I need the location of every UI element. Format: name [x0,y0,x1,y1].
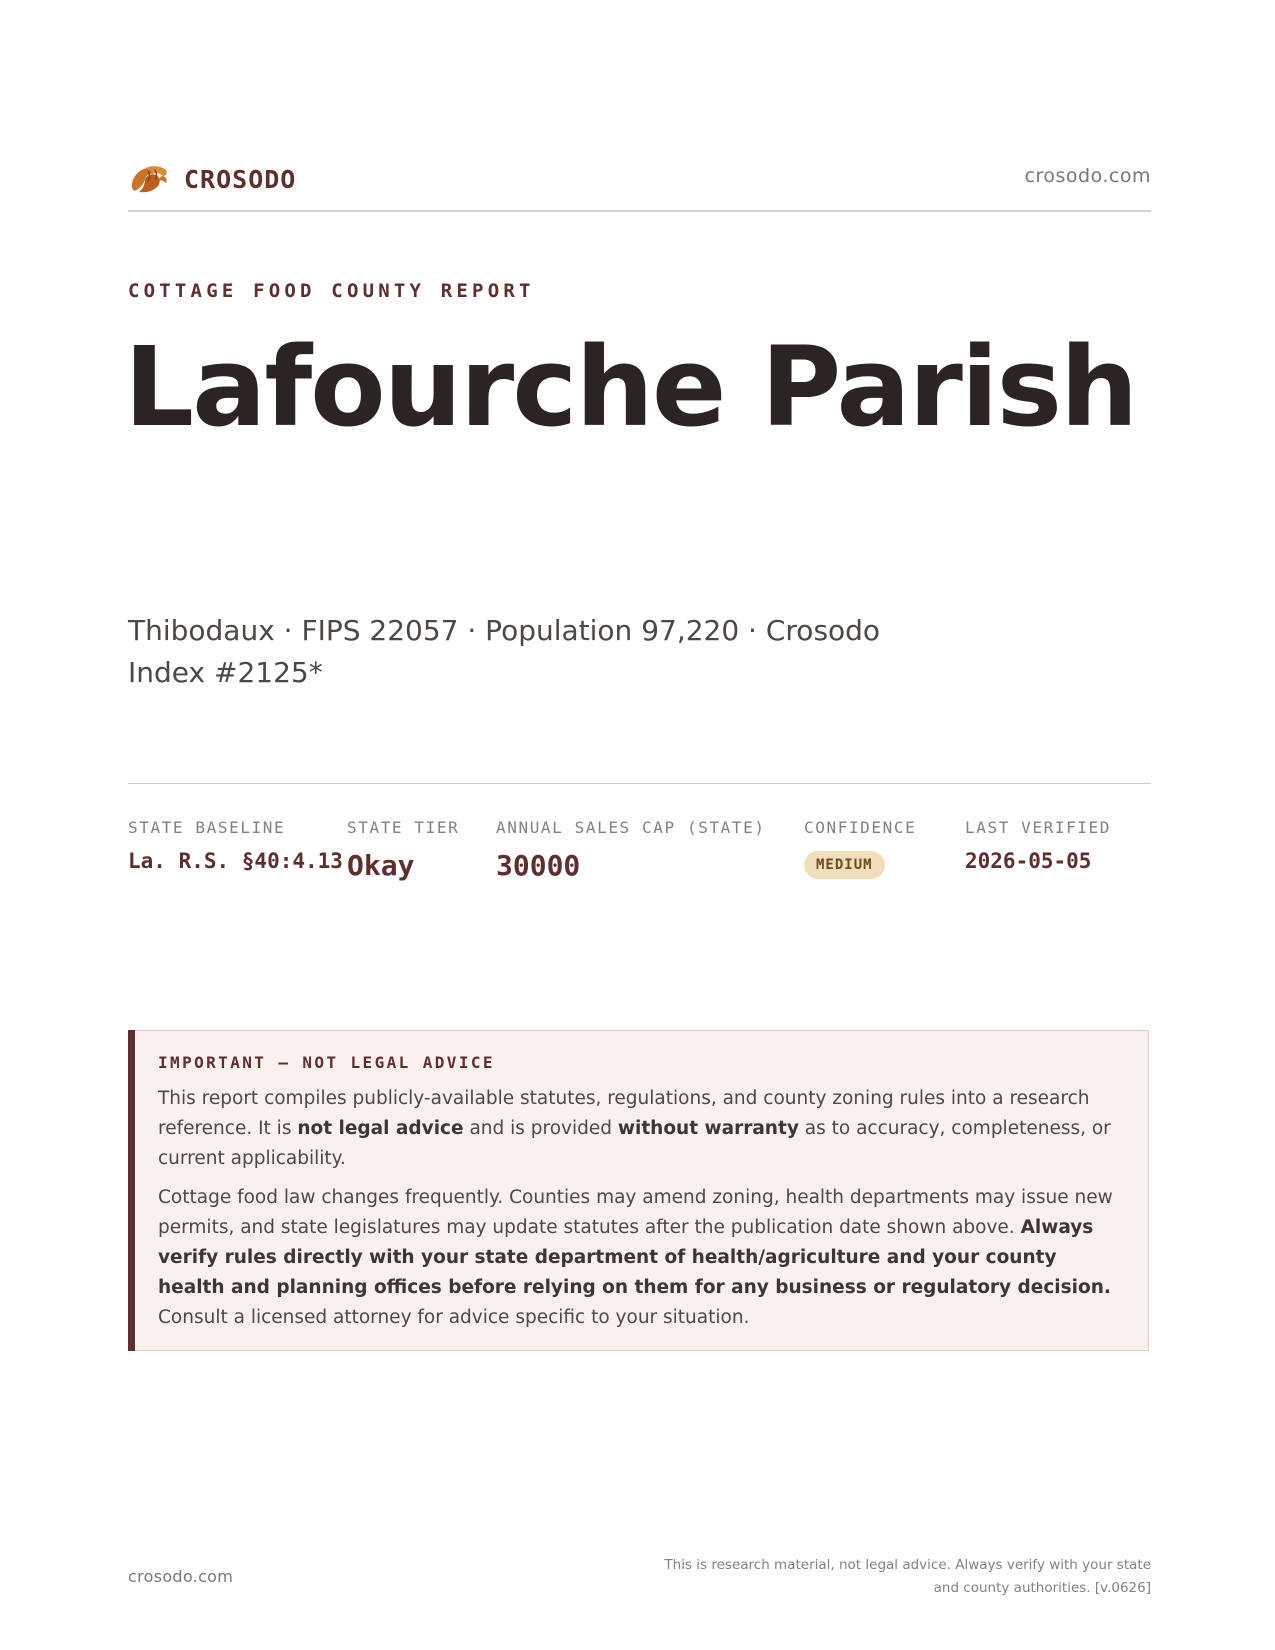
header-divider [128,210,1151,212]
stat-value: 2026-05-05 [965,849,1092,873]
section-divider [128,783,1151,784]
footer-url[interactable]: crosodo.com [128,1567,234,1586]
site-url[interactable]: crosodo.com [1024,165,1151,187]
brand-name: CROSODO [184,164,297,194]
brand[interactable] [128,158,296,200]
stat-label: CONFIDENCE [804,818,917,837]
stat-value: 30000 [496,849,581,882]
notice-title: IMPORTANT — NOT LEGAL ADVICE [158,1053,495,1072]
county-meta: Thibodaux · FIPS 22057 · Population 97,220 · Crosodo Index #2125* [128,614,881,689]
report-eyebrow: COTTAGE FOOD COUNTY REPORT [128,280,535,302]
legal-notice [128,1030,1149,1351]
stat-label: STATE TIER [347,818,460,837]
stat-value: Okay [347,849,415,882]
stat-label: STATE BASELINE [128,818,286,837]
stat-state-baseline [128,818,343,873]
stat-state-tier [347,818,459,882]
footer-disclaimer-line: and county authorities. [v.0626] [933,1580,1151,1596]
stat-label: ANNUAL SALES CAP (STATE) [496,818,766,837]
notice-paragraph-2: Cottage food law changes frequently. Counties may amend zoning, health departments may issue new permits, and state legislatures may update statutes after the publication date shown above. Always verify rules directly with your state department of health/agriculture and your county health and planning offices before relying on them for any business or regulatory decision. Consult a licensed attorney for advice specific to your situation. [158,1187,1113,1328]
footer-disclaimer-line: This is research material, not legal advice. Always verify with your state [664,1557,1151,1573]
notice-accent-bar [128,1030,135,1351]
stat-label: LAST VERIFIED [965,818,1112,837]
footer-disclaimer [631,1554,1151,1600]
stat-sales-cap [496,818,766,882]
confidence-badge: MEDIUM [804,851,885,879]
stat-last-verified [965,818,1111,873]
stat-value: La. R.S. §40:4.13 [128,849,343,873]
croissant-icon [128,158,170,200]
stat-confidence [804,818,916,879]
notice-paragraph-1: This report compiles publicly-available statutes, regulations, and county zoning rules into a research reference. It is not legal advice and is provided without warranty as to accuracy, completeness, or current applicability. [158,1088,1111,1169]
county-title: Lafourche Parish [124,323,1137,451]
